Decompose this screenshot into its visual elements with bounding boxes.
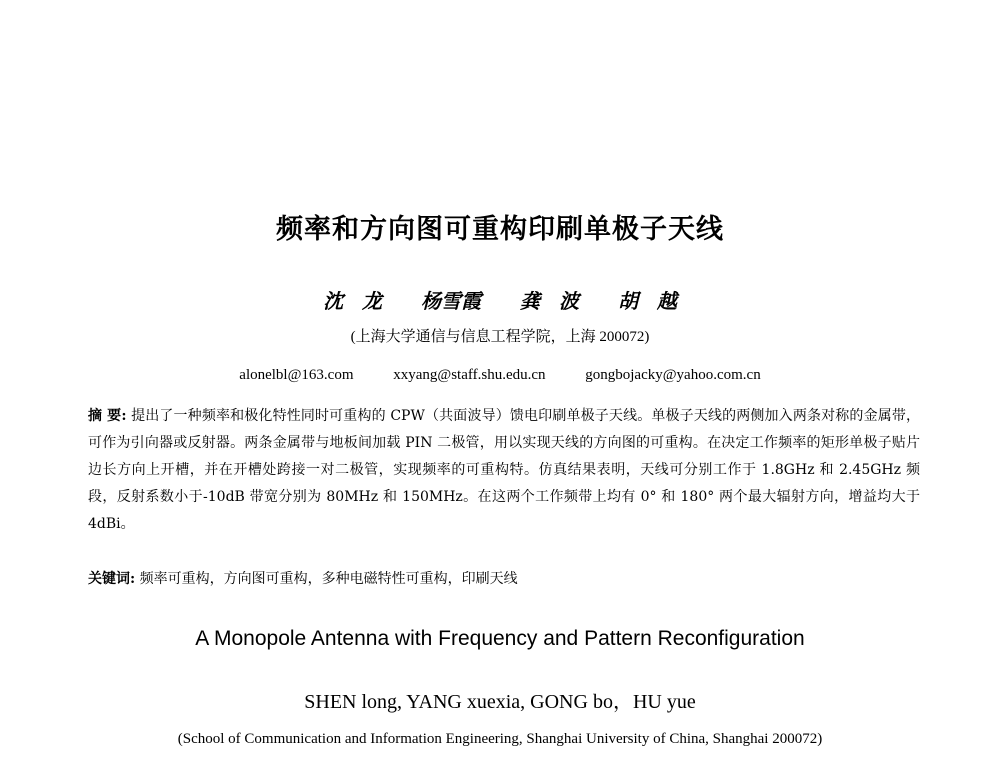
author-name: 龚 波 [520, 289, 579, 313]
chinese-abstract [88, 403, 920, 538]
chinese-authors [0, 285, 1000, 314]
keywords-text: 频率可重构，方向图可重构，多种电磁特性可重构，印刷天线 [139, 571, 518, 587]
abstract-text: 提出了一种频率和极化特性同时可重构的 CPW（共面波导）馈电印刷单极子天线。单极子天线的两侧加入两条对称的金属带，可作为引向器或反射器。两条金属带与地板间加载 PIN 二极管，用以实现天线的方向图的可重构。在决定工作频率的矩形单极子贴片边长方向上开槽，并在开槽处跨接一对二极管，实现频率的可重构特。仿真结果表明，天线可分别工作于 1.8GHz 和 2.45GHz 频段，反射系数小于-10dB 带宽分别为 80MHz 和 150MHz。在这两个工作频带上均有 0° 和 180° 两个最大辐射方向，增益均大于 4dBi。 [88, 408, 921, 532]
email-address: xxyang@staff.shu.edu.cn [393, 367, 546, 383]
author-name: 沈 龙 [323, 289, 383, 313]
author-name: 胡 越 [617, 289, 677, 313]
english-authors: SHEN long, YANG xuexia, GONG bo，HU yue [304, 691, 696, 713]
keywords-label: 关键词: [88, 571, 136, 587]
chinese-affiliation: (上海大学通信与信息工程学院，上海 200072) [350, 329, 650, 345]
email-address: gongbojacky@yahoo.com.cn [585, 367, 761, 383]
abstract-label: 摘 要: [88, 408, 127, 424]
english-affiliation: (School of Communication and Information Engineering, Shanghai University of China, Shanghai 200072) [177, 731, 823, 747]
author-name: 杨雪霞 [421, 289, 482, 313]
chinese-title: 频率和方向图可重构印刷单极子天线 [276, 214, 724, 245]
author-emails [0, 367, 1000, 384]
english-title: A Monopole Antenna with Frequency and Pattern Reconfiguration [195, 627, 805, 650]
chinese-keywords [88, 566, 920, 593]
email-address: alonelbl@163.com [239, 367, 354, 383]
